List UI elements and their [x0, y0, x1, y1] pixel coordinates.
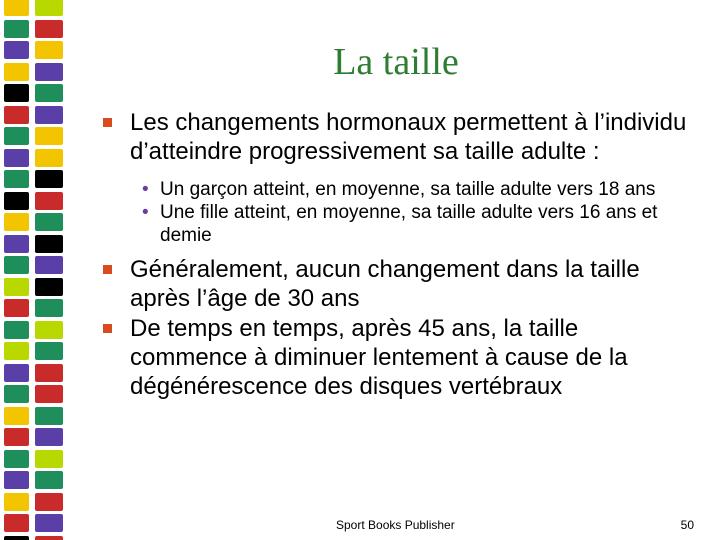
stripe-block — [4, 514, 29, 532]
stripe-row — [0, 61, 72, 83]
bullet-text: De temps en temps, après 45 ans, la taille commence à diminuer lentement à cause de la dégénérescence des disques vertébraux — [130, 315, 628, 400]
stripe-block — [35, 278, 63, 296]
stripe-block — [4, 299, 29, 317]
stripe-block — [35, 450, 63, 468]
stripe-block — [4, 278, 29, 296]
stripe-block — [4, 106, 29, 124]
stripe-block — [35, 364, 63, 382]
bullet-item — [100, 108, 700, 166]
stripe-block — [4, 84, 29, 102]
stripe-block — [4, 192, 29, 210]
stripe-block — [35, 106, 63, 124]
stripe-row — [0, 297, 72, 319]
stripe-row — [0, 211, 72, 233]
stripe-block — [35, 342, 63, 360]
stripe-block — [4, 256, 29, 274]
stripe-row — [0, 233, 72, 255]
stripe-block — [4, 20, 29, 38]
stripe-row — [0, 534, 72, 540]
stripe-block — [4, 471, 29, 489]
stripe-block — [35, 321, 63, 339]
stripe-block — [4, 149, 29, 167]
stripe-block — [35, 471, 63, 489]
stripe-row — [0, 254, 72, 276]
stripe-block — [35, 0, 63, 16]
stripe-row — [0, 125, 72, 147]
square-bullet-icon — [103, 118, 112, 127]
stripe-block — [4, 536, 29, 540]
dot-bullet-icon: • — [142, 202, 149, 223]
stripe-block — [4, 235, 29, 253]
stripe-block — [35, 428, 63, 446]
slide-title: La taille — [333, 41, 459, 83]
stripe-block — [4, 385, 29, 403]
subbullet-item — [100, 201, 700, 247]
bullet-item — [100, 255, 700, 313]
stripe-row — [0, 0, 72, 18]
stripe-block — [4, 213, 29, 231]
subbullet-text: Une fille atteint, en moyenne, sa taille adulte vers 16 ans et demie — [160, 202, 658, 246]
dot-bullet-icon: • — [142, 179, 149, 200]
stripe-block — [4, 450, 29, 468]
stripe-block — [35, 192, 63, 210]
stripe-block — [35, 299, 63, 317]
stripe-row — [0, 426, 72, 448]
stripe-row — [0, 512, 72, 534]
stripe-block — [4, 493, 29, 511]
stripe-row — [0, 448, 72, 470]
stripe-row — [0, 469, 72, 491]
stripe-block — [35, 127, 63, 145]
stripe-block — [35, 385, 63, 403]
stripe-row — [0, 276, 72, 298]
stripe-block — [4, 41, 29, 59]
stripe-block — [4, 127, 29, 145]
stripe-block — [35, 213, 63, 231]
stripe-row — [0, 39, 72, 61]
stripe-block — [35, 235, 63, 253]
stripe-row — [0, 491, 72, 513]
stripe-block — [4, 407, 29, 425]
subbullet-text: Un garçon atteint, en moyenne, sa taille adulte vers 18 ans — [160, 179, 656, 200]
square-bullet-icon — [103, 324, 112, 333]
stripe-block — [35, 407, 63, 425]
stripe-row — [0, 168, 72, 190]
stripe-block — [35, 514, 63, 532]
stripe-block — [35, 149, 63, 167]
stripe-row — [0, 147, 72, 169]
stripe-block — [35, 493, 63, 511]
stripe-row — [0, 190, 72, 212]
stripe-row — [0, 405, 72, 427]
stripe-block — [4, 321, 29, 339]
stripe-block — [35, 84, 63, 102]
bullet-text: Généralement, aucun changement dans la taille après l’âge de 30 ans — [130, 256, 640, 312]
stripe-block — [4, 0, 29, 16]
stripe-row — [0, 82, 72, 104]
stripe-row — [0, 383, 72, 405]
stripe-row — [0, 319, 72, 341]
subbullet-item — [100, 178, 700, 201]
stripe-row — [0, 104, 72, 126]
bullet-item — [100, 314, 700, 401]
stripe-block — [35, 41, 63, 59]
stripe-block — [35, 256, 63, 274]
stripe-block — [35, 63, 63, 81]
page-number: 50 — [680, 518, 694, 532]
square-bullet-icon — [103, 265, 112, 274]
stripe-block — [4, 428, 29, 446]
stripe-block — [4, 170, 29, 188]
stripe-block — [4, 342, 29, 360]
stripe-block — [35, 170, 63, 188]
slide-content — [100, 108, 700, 401]
stripe-block — [35, 536, 63, 540]
stripe-block — [4, 63, 29, 81]
stripe-block — [35, 20, 63, 38]
publisher-label: Sport Books Publisher — [336, 518, 455, 532]
bullet-text: Les changements hormonaux permettent à l’individu d’atteindre progressivement sa taille adulte : — [130, 109, 687, 165]
decorative-color-stripe — [0, 0, 72, 540]
stripe-block — [4, 364, 29, 382]
stripe-row — [0, 18, 72, 40]
stripe-row — [0, 340, 72, 362]
stripe-row — [0, 362, 72, 384]
